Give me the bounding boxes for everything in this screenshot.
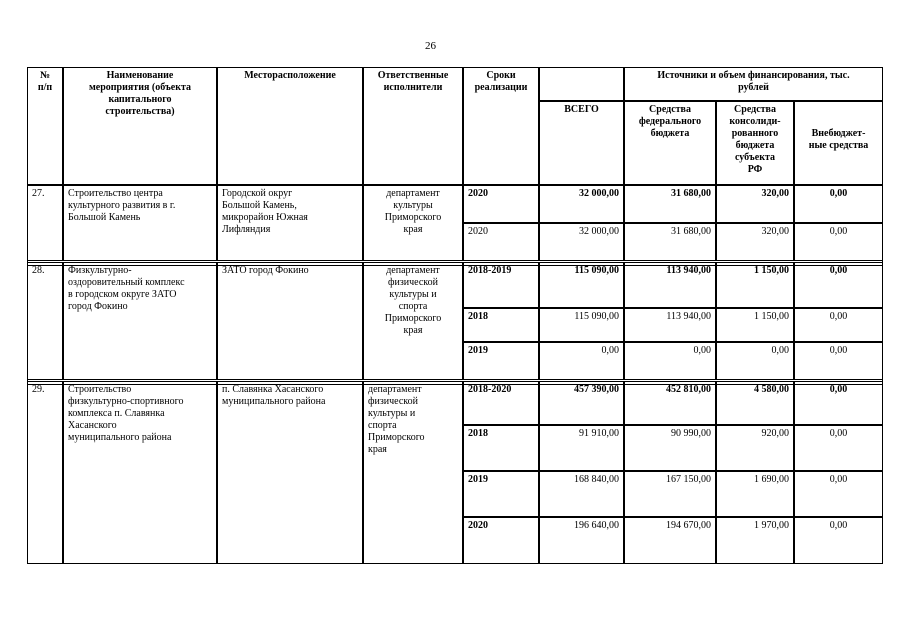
row-27-federal: 31 680,00: [624, 223, 716, 261]
row-29-total: 168 840,00: [539, 471, 624, 517]
row-28-total: 115 090,00: [539, 308, 624, 342]
row-27-regional: 320,00: [716, 223, 794, 261]
row-29-num: 29.: [27, 381, 63, 564]
row-29-responsible: департамент физической культуры и спорта Приморского края: [363, 381, 463, 564]
row-27-federal: 31 680,00: [624, 185, 716, 223]
row-28-num: 28.: [27, 262, 63, 380]
row-29-offbudget: 0,00: [794, 425, 883, 471]
funding-table: [27, 67, 883, 564]
header-name: Наименование мероприятия (объекта капитального строительства): [63, 67, 217, 185]
row-27-offbudget: 0,00: [794, 185, 883, 223]
row-29-regional: 920,00: [716, 425, 794, 471]
row-29-federal: 90 990,00: [624, 425, 716, 471]
row-28-total: 0,00: [539, 342, 624, 380]
row-27-total: 32 000,00: [539, 185, 624, 223]
row-29-federal: 452 810,00: [624, 381, 716, 425]
header-offbudget: Внебюджет- ные средства: [794, 101, 883, 185]
row-27-responsible: департамент культуры Приморского края: [363, 185, 463, 261]
row-29-period: 2018-2020: [463, 381, 539, 425]
row-28-name: Физкультурно- оздоровительный комплекс в городском округе ЗАТО город Фокино: [63, 262, 217, 380]
row-29-offbudget: 0,00: [794, 381, 883, 425]
row-29-period: 2019: [463, 471, 539, 517]
header-regional: Средства консолиди- рованного бюджета субъекта РФ: [716, 101, 794, 185]
row-29-offbudget: 0,00: [794, 471, 883, 517]
row-29-period: 2018: [463, 425, 539, 471]
header-responsible: Ответственные исполнители: [363, 67, 463, 185]
row-28-federal: 0,00: [624, 342, 716, 380]
row-28-offbudget: 0,00: [794, 308, 883, 342]
row-27-num: 27.: [27, 185, 63, 261]
header-period: Сроки реализации: [463, 67, 539, 185]
header-location: Месторасположение: [217, 67, 363, 185]
row-29-regional: 1 690,00: [716, 471, 794, 517]
row-28-regional: 0,00: [716, 342, 794, 380]
row-28-offbudget: 0,00: [794, 262, 883, 308]
row-28-total: 115 090,00: [539, 262, 624, 308]
row-27-period: 2020: [463, 185, 539, 223]
header-federal: Средства федерального бюджета: [624, 101, 716, 185]
header-funding: Источники и объем финансирования, тыс. рублей: [624, 67, 883, 101]
row-27-offbudget: 0,00: [794, 223, 883, 261]
row-28-regional: 1 150,00: [716, 308, 794, 342]
page-number: 26: [425, 40, 436, 52]
row-29-regional: 1 970,00: [716, 517, 794, 564]
row-28-responsible: департамент физической культуры и спорта Приморского края: [363, 262, 463, 380]
row-27-regional: 320,00: [716, 185, 794, 223]
row-29-total: 457 390,00: [539, 381, 624, 425]
row-28-offbudget: 0,00: [794, 342, 883, 380]
row-27-period: 2020: [463, 223, 539, 261]
row-28-period: 2018: [463, 308, 539, 342]
row-28-federal: 113 940,00: [624, 308, 716, 342]
row-28-federal: 113 940,00: [624, 262, 716, 308]
row-27-name: Строительство центра культурного развития в г. Большой Камень: [63, 185, 217, 261]
row-27-location: Городской округ Большой Камень, микрорайон Южная Лифляндия: [217, 185, 363, 261]
row-28-regional: 1 150,00: [716, 262, 794, 308]
row-28-period: 2018-2019: [463, 262, 539, 308]
row-29-total: 91 910,00: [539, 425, 624, 471]
row-29-offbudget: 0,00: [794, 517, 883, 564]
row-29-name: Строительство физкультурно-спортивного комплекса п. Славянка Хасанского муниципального района: [63, 381, 217, 564]
row-29-total: 196 640,00: [539, 517, 624, 564]
row-29-period: 2020: [463, 517, 539, 564]
row-28-period: 2019: [463, 342, 539, 380]
header-total: ВСЕГО: [539, 101, 624, 185]
header-num: № п/п: [27, 67, 63, 185]
row-29-federal: 167 150,00: [624, 471, 716, 517]
header-empty: [539, 67, 624, 101]
row-27-total: 32 000,00: [539, 223, 624, 261]
row-29-location: п. Славянка Хасанского муниципального района: [217, 381, 363, 564]
row-29-regional: 4 580,00: [716, 381, 794, 425]
row-28-location: ЗАТО город Фокино: [217, 262, 363, 380]
row-29-federal: 194 670,00: [624, 517, 716, 564]
